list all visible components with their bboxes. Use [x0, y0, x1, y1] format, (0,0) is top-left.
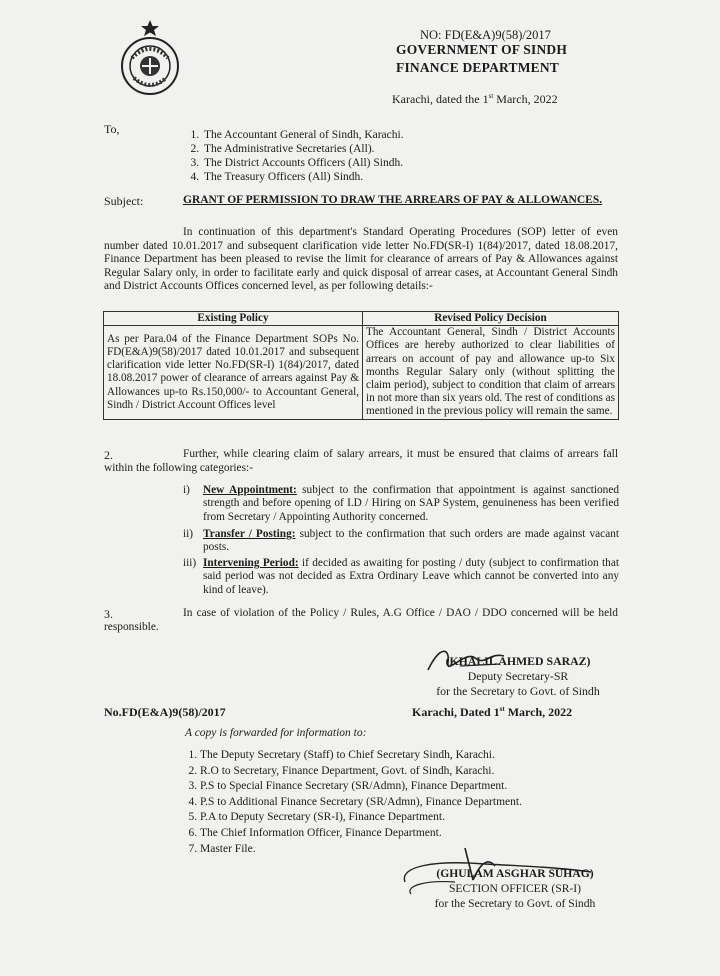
signatory-2-for-line: for the Secretary to Govt. of Sindh: [434, 897, 596, 910]
subject-label: Subject:: [104, 194, 144, 208]
table-row: [104, 326, 619, 419]
signatory-2-block: [410, 866, 620, 911]
copy-to-item: 1. The Deputy Secretary (Staff) to Chief Secretary Sindh, Karachi.: [200, 748, 522, 764]
category-item: [183, 557, 619, 597]
existing-policy-header: Existing Policy: [104, 312, 363, 326]
category-text: subject to the confirmation that such orders are made against vacant posts.: [203, 528, 619, 554]
letter-reference-number: NO: FD(E&A)9(58)/2017: [420, 28, 551, 42]
paragraph-3: In case of violation of the Policy / Rules, A.G Office / DAO / DDO concerned will be held responsible.: [104, 607, 618, 633]
category-number: ii): [183, 528, 194, 540]
addressee-item: 2. The Administrative Secretaries (All).: [202, 142, 404, 156]
category-title: New Appointment:: [203, 484, 297, 496]
copy-to-item: 5. P.A to Deputy Secretary (SR-I), Finance Department.: [200, 810, 522, 826]
signatory-1-designation: Deputy Secretary-SR: [467, 669, 569, 683]
signatory-1-name: (KHALIL AHMED SARAZ): [445, 654, 591, 668]
category-text: if decided as awaiting for posting / duty (subject to confirmation that said period was not decided as Extra Ordinary Leave which cannot be converted into any kind of leave).: [203, 557, 619, 596]
to-label: To,: [104, 122, 120, 136]
government-heading: GOVERNMENT OF SINDH: [396, 42, 568, 57]
category-text: subject to the confirmation that appointment is against sanctioned strength and before opening of I.D / Hiring on SAP System, genuineness has been verified from Secretary / Appointing Authority concerned.: [203, 484, 619, 523]
endorsement-reference: No.FD(E&A)9(58)/2017: [104, 705, 226, 719]
copy-to-item: 4. P.S to Additional Finance Secretary (SR/Admn), Finance Department.: [200, 795, 522, 811]
addressee-list: [180, 128, 404, 184]
copy-to-item: 7. Master File.: [200, 842, 522, 858]
department-heading: FINANCE DEPARTMENT: [396, 60, 560, 75]
addressee-item: 3. The District Accounts Officers (All) Sindh.: [202, 156, 404, 170]
endorsement-date: Karachi, Dated 1st March, 2022: [412, 705, 573, 719]
signatory-1-block: [418, 654, 618, 699]
category-item: [183, 528, 619, 555]
paragraph-3-number: 3.: [104, 607, 113, 621]
copy-to-item: 3. P.S to Special Finance Secretary (SR/Admn), Finance Department.: [200, 779, 522, 795]
addressee-item: 4. The Treasury Officers (All) Sindh.: [202, 170, 404, 184]
table-header-row: [104, 312, 619, 326]
revised-policy-cell: The Accountant General, Sindh / District Accounts Offices are hereby authorized to clear liabilities of arrears on account of pay and allowance up-to Six months Regular Salary only (without splitting the claim period), subject to condition that claim of arrears in not more than six years old. The rest of conditions as mentioned in the previous policy will remain the same.: [363, 326, 619, 419]
revised-policy-header: Revised Policy Decision: [363, 312, 619, 326]
signatory-2-name: (GHULAM ASGHAR SUHAG): [436, 867, 594, 880]
signatory-1-for-line: for the Secretary to Govt. of Sindh: [436, 684, 600, 698]
category-title: Transfer / Posting:: [203, 528, 296, 540]
paragraph-2: Further, while clearing claim of salary arrears, it must be ensured that claims of arrears fall within the following categories:-: [104, 448, 618, 474]
paragraph-1: In continuation of this department's Standard Operating Procedures (SOP) letter of even number dated 10.01.2017 and subsequent clarification vide letter No.FD(SR-I) 1(84)/2017, dated 18.08.2017, Finance Department has been pleased to revise the limit for clearance of arrears of Pay & Allowances against Regular Salary only, in order to facilitate early and quick disposal of arrear cases, at Accountant General Sindh and District Accounts Offices concerned level, as per following details:-: [104, 226, 618, 293]
signatory-2-designation: SECTION OFFICER (SR-I): [448, 882, 582, 895]
category-number: iii): [183, 557, 197, 569]
letter-date: Karachi, dated the 1st March, 2022: [392, 92, 558, 106]
existing-policy-cell: As per Para.04 of the Finance Department SOPs No. FD(E&A)9(58)/2017 dated 10.01.2017 and subsequent clarification vide letter No.FD(SR-I) 1(84)/2017, dated 18.08.2017 power of clearance of arrears against Pay & Allowances up-to Rs.150,000/- to Accountant General, Sindh / District Account Offices level: [104, 326, 363, 419]
subject-text: GRANT OF PERMISSION TO DRAW THE ARREARS OF PAY & ALLOWANCES.: [183, 194, 603, 206]
paragraph-2-number: 2.: [104, 448, 113, 462]
policy-table: [103, 311, 619, 420]
copy-to-item: 6. The Chief Information Officer, Finance Department.: [200, 826, 522, 842]
addressee-item: 1. The Accountant General of Sindh, Karachi.: [202, 128, 404, 142]
copy-to-item: 2. R.O to Secretary, Finance Department, Govt. of Sindh, Karachi.: [200, 764, 522, 780]
sindh-government-seal-icon: [112, 18, 188, 98]
category-title: Intervening Period:: [203, 557, 299, 569]
copy-forwarded-line: A copy is forwarded for information to:: [185, 727, 367, 739]
category-item: [183, 484, 619, 524]
category-number: i): [183, 484, 190, 496]
